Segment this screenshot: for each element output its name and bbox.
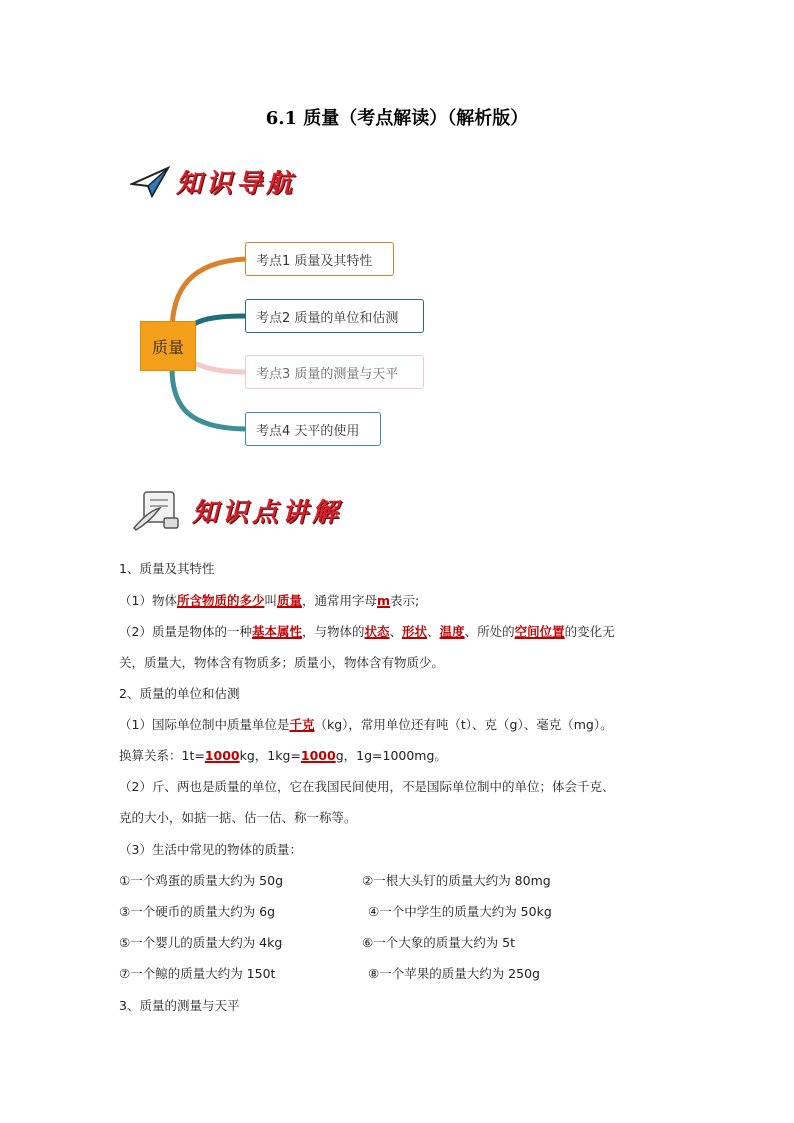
mindmap-topic-2: 考点2 质量的单位和估测: [245, 299, 424, 333]
paragraph: 换算关系：1t=1000kg，1kg=1000g，1g=1000mg。: [119, 748, 447, 763]
example-item: ⑦一个鲸的质量大约为 150t: [119, 966, 276, 981]
mindmap-topic-4: 考点4 天平的使用: [245, 412, 381, 446]
page-title: 6.1 质量（考点解读）（解析版）: [265, 108, 529, 129]
banner-title: 知识导航: [176, 169, 297, 199]
example-item: ④一个中学生的质量大约为 50kg: [368, 904, 552, 919]
example-item: ⑥一个大象的质量大约为 5t: [362, 935, 516, 950]
mindmap-topic-1: 考点1 质量及其特性: [245, 242, 394, 276]
paragraph: （1）物体所含物质的多少叫质量，通常用字母m表示;: [119, 593, 420, 608]
paragraph: 克的大小，如掂一掂、估一估、称一称等。: [119, 810, 357, 825]
paragraph: 关，质量大，物体含有物质多；质量小，物体含有物质少。: [119, 655, 445, 670]
paragraph: （2）质量是物体的一种基本属性，与物体的状态、形状、温度、所处的空间位置的变化无: [119, 624, 615, 639]
banner-title: 知识点讲解: [192, 497, 343, 528]
example-item: ⑧一个苹果的质量大约为 250g: [368, 966, 540, 981]
mindmap-center-node: 质量: [140, 321, 196, 371]
paragraph: （1）国际单位制中质量单位是千克（kg），常用单位还有吨（t）、克（g）、毫克（mg）。: [119, 717, 613, 732]
mindmap-topic-3: 考点3 质量的测量与天平: [245, 355, 424, 389]
section-2-heading: 2、质量的单位和估测: [119, 686, 240, 701]
paragraph: （2）斤、两也是质量的单位，它在我国民间使用，不是国际单位制中的单位；体会千克、: [119, 779, 615, 794]
example-item: ③一个硬币的质量大约为 6g: [119, 904, 276, 919]
scroll-quill-icon: [130, 488, 186, 532]
paragraph: （3）生活中常见的物体的质量：: [119, 842, 302, 857]
example-item: ⑤一个婴儿的质量大约为 4kg: [119, 935, 283, 950]
example-item: ②一根大头钉的质量大约为 80mg: [362, 873, 551, 888]
example-item: ①一个鸡蛋的质量大约为 50g: [119, 873, 284, 888]
section-3-heading: 3、质量的测量与天平: [119, 998, 240, 1013]
knowledge-explanation-banner: [130, 488, 342, 532]
section-1-heading: 1、质量及其特性: [119, 561, 215, 576]
